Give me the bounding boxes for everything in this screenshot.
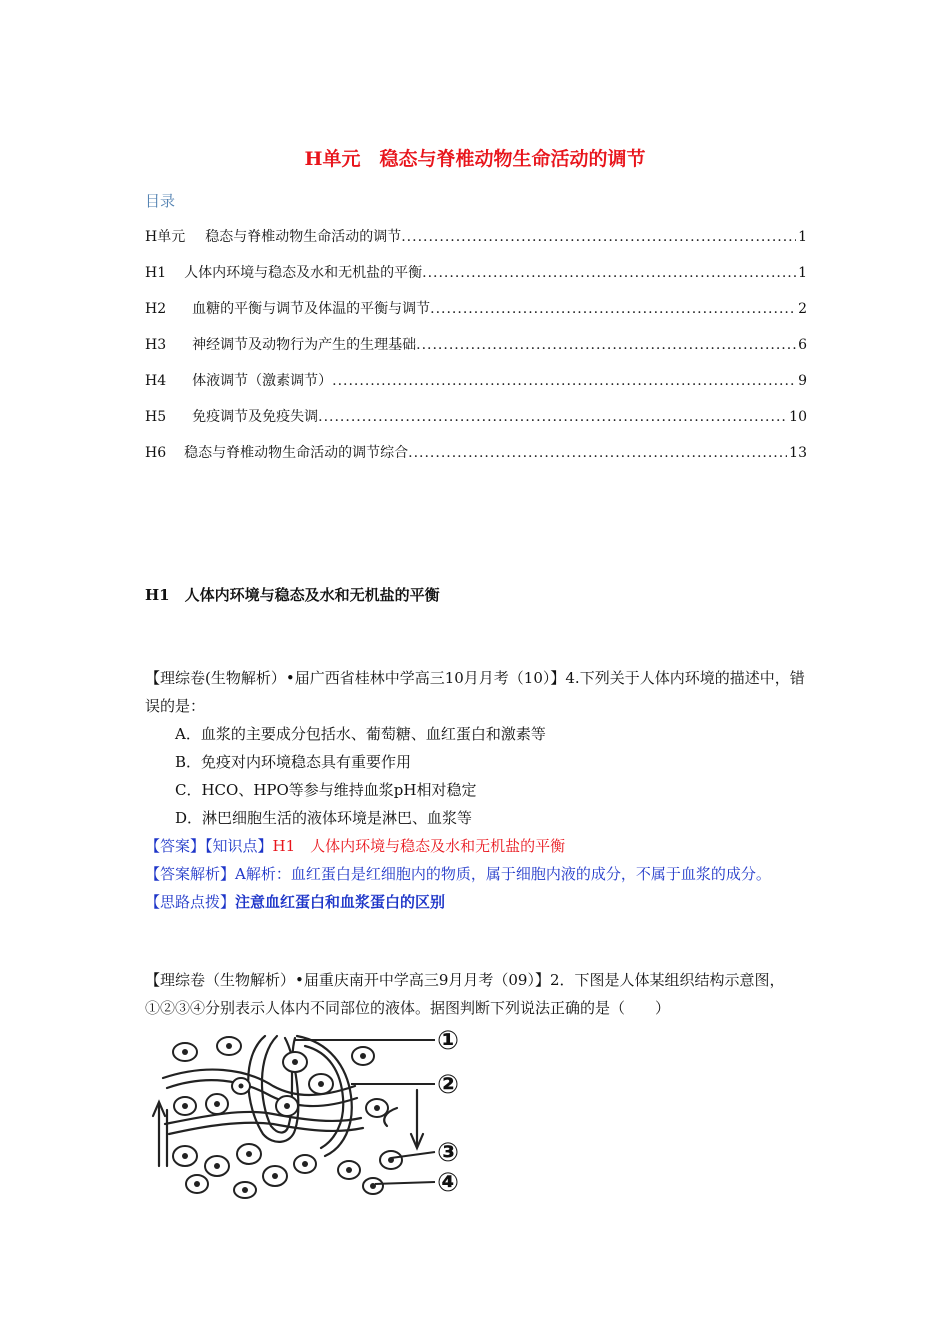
toc-entry-page: 2 xyxy=(798,301,807,317)
analysis-key: A xyxy=(235,865,246,883)
section-heading: H1 人体内环境与稳态及水和无机盐的平衡 xyxy=(145,586,440,604)
toc-leader xyxy=(408,442,787,464)
page-title: H单元 稳态与脊椎动物生命活动的调节 xyxy=(304,148,646,170)
toc-leader xyxy=(416,334,796,356)
toc-entry-page: 1 xyxy=(798,265,807,281)
tissue-diagram xyxy=(145,1026,475,1202)
tip-text: 注意血红蛋白和血浆蛋白的区别 xyxy=(235,893,446,911)
toc-heading[interactable]: 目录 xyxy=(145,192,176,210)
toc-entry[interactable] xyxy=(145,226,807,262)
figure-label-1: ① xyxy=(437,1026,460,1056)
tip-label: 【思路点拨】 xyxy=(145,893,236,911)
question-1-analysis xyxy=(145,860,807,888)
toc-entry-code: H3 xyxy=(145,337,167,353)
toc-entry-page: 9 xyxy=(798,373,807,389)
tissue-structure-figure xyxy=(145,1026,475,1202)
question-1-option-b: B．免疫对内环境稳态具有重要作用 xyxy=(175,753,412,771)
toc-leader xyxy=(332,370,796,392)
question-1-option-c: C．HCO、HPO等参与维持血浆pH相对稳定 xyxy=(175,781,477,799)
toc-entry-title: 人体内环境与稳态及水和无机盐的平衡 xyxy=(184,265,423,281)
toc-entry-page: 10 xyxy=(789,409,807,425)
toc-entry-title: 体液调节（激素调节） xyxy=(192,373,333,389)
toc-entry[interactable] xyxy=(145,442,807,478)
question-1-tip xyxy=(145,888,807,916)
question-1-option-d: D．淋巴细胞生活的液体环境是淋巴、血浆等 xyxy=(175,809,473,827)
toc-entry-page: 13 xyxy=(789,445,807,461)
toc-entry[interactable] xyxy=(145,262,807,298)
toc-entry-code: H6 xyxy=(145,445,167,461)
figure-label-3: ③ xyxy=(437,1138,460,1168)
question-1 xyxy=(145,664,807,916)
toc-entry[interactable] xyxy=(145,334,807,370)
toc-entry-code: H4 xyxy=(145,373,167,389)
toc-entry-title: 稳态与脊椎动物生命活动的调节 xyxy=(205,229,402,245)
toc-entry-page: 6 xyxy=(798,337,807,353)
toc-entry-code: H5 xyxy=(145,409,167,425)
toc-entry[interactable] xyxy=(145,298,807,334)
toc-leader xyxy=(401,226,796,248)
answer-label: 【答案】【知识点】 xyxy=(145,837,273,855)
toc-entry[interactable] xyxy=(145,370,807,406)
question-2 xyxy=(145,966,807,1022)
figure-label-2: ② xyxy=(437,1070,460,1100)
question-1-option-a: A．血浆的主要成分包括水、葡萄糖、血红蛋白和激素等 xyxy=(175,725,546,743)
toc-entry-title: 血糖的平衡与调节及体温的平衡与调节 xyxy=(192,301,431,317)
toc-entry-title: 神经调节及动物行为产生的生理基础 xyxy=(192,337,417,353)
table-of-contents xyxy=(145,226,807,478)
question-2-stem: 【理综卷（生物解析）•届重庆南开中学高三9月月考（09）】2．下图是人体某组织结构示意图，①②③④分别表示人体内不同部位的液体。据图判断下列说法正确的是（ ） xyxy=(145,971,785,1017)
toc-leader xyxy=(430,298,796,320)
figure-label-4: ④ xyxy=(437,1168,460,1198)
toc-entry-code: H1 xyxy=(145,265,167,281)
toc-entry-title: 免疫调节及免疫失调 xyxy=(192,409,319,425)
toc-leader xyxy=(318,406,787,428)
analysis-label: 【答案解析】 xyxy=(145,865,236,883)
toc-entry[interactable] xyxy=(145,406,807,442)
knowledge-point: H1 人体内环境与稳态及水和无机盐的平衡 xyxy=(272,837,566,855)
toc-entry-page: 1 xyxy=(798,229,807,245)
toc-entry-title: 稳态与脊椎动物生命活动的调节综合 xyxy=(184,445,409,461)
analysis-text: 解析：血红蛋白是红细胞内的物质，属于细胞内液的成分，不属于血浆的成分。 xyxy=(245,865,771,883)
toc-leader xyxy=(422,262,796,284)
question-1-stem: 【理综卷(生物解析）•届广西省桂林中学高三10月月考（10）】4.下列关于人体内环境的描述中，错误的是： xyxy=(145,669,805,715)
toc-entry-code: H单元 xyxy=(145,229,186,245)
question-1-answer xyxy=(145,832,807,860)
toc-entry-code: H2 xyxy=(145,301,167,317)
